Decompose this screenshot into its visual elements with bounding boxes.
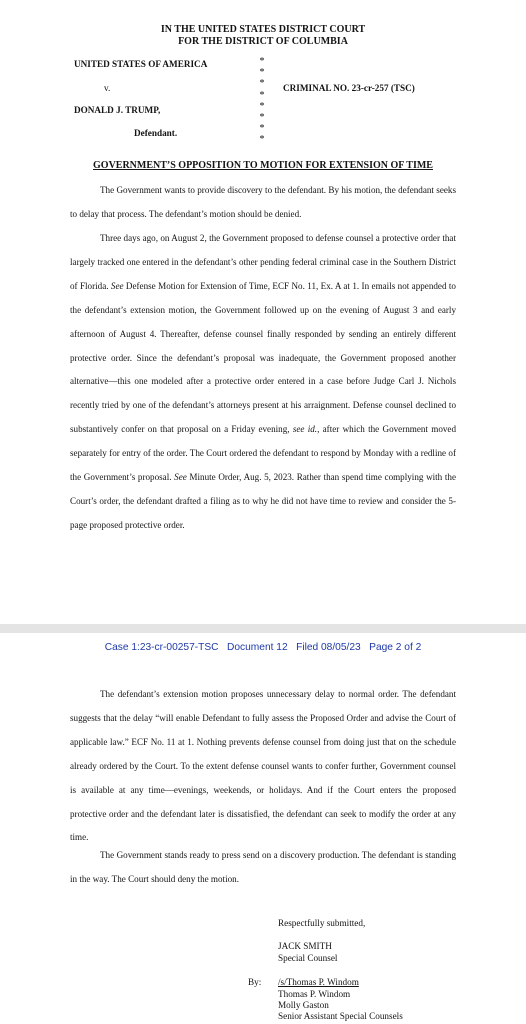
defendant-role: Defendant. bbox=[134, 128, 178, 138]
electronic-signature: /s/Thomas P. Windom bbox=[278, 977, 359, 987]
signer-title: Senior Assistant Special Counsels bbox=[278, 1011, 403, 1021]
signature-name: JACK SMITH bbox=[278, 941, 332, 951]
document-title: GOVERNMENT’S OPPOSITION TO MOTION FOR EXTENSION OF TIME bbox=[93, 160, 433, 171]
paragraph-argument: The defendant’s extension motion proposes unnecessary delay to normal order. The defendant suggests that the delay “will enable Defendant to fully assess the Proposed Order and advise the Court of applicable law.” ECF No. 11 at 1. Nothing prevents defense counsel from doing just that on the schedule already ordered by the Court. To the extent defense counsel wants to confer further, Government counsel is available at any time—evenings, weekends, or holidays. And if the Court enters the proposed protective order and the defendant later is dissatisfied, the defendant can seek to modify the order at any time. bbox=[70, 689, 456, 843]
paragraph-background: Three days ago, on August 2, the Government proposed to defense counsel a protective order that largely tracked one entered in the defendant’s other pending federal criminal case in the Southern District of Florida. See Defense Motion for Extension of Time, ECF No. 11, Ex. A at 1. In emails not appended to the defendant’s extension motion, the Government followed up on the evening of August 3 and early afternoon of August 4. Thereafter, defense counsel finally responded by sending an entirely different protective order. Since the defendant’s proposal was inadequate, the Government proposed another alternative—this one modeled after a protective order entered in a case before Judge Carl J. Nichols recently tried by one of the defendant’s attorneys present at his arraignment. Defense counsel declined to substantively confer on that proposal on a Friday evening, see id., after which the Government moved separately for entry of the order. The Court ordered the defendant to respond by Monday with a redline of the Government’s proposal. See Minute Order, Aug. 5, 2023. Rather than spend time complying with the Court’s order, the defendant drafted a filing as to why he did not have time to review and consider the 5-page proposed protective order. bbox=[70, 233, 457, 530]
versus-label: v. bbox=[104, 83, 111, 93]
signature-by-label: By: bbox=[248, 977, 262, 987]
paragraph-conclusion: The Government stands ready to press send on a discovery production. The defendant is standing in the way. The Court should deny the motion. bbox=[70, 850, 456, 884]
signer-1: Thomas P. Windom bbox=[278, 989, 351, 999]
court-name-line2: FOR THE DISTRICT OF COLUMBIA bbox=[178, 36, 348, 47]
defendant-name: DONALD J. TRUMP, bbox=[74, 105, 161, 115]
signature-closing: Respectfully submitted, bbox=[278, 918, 366, 928]
court-name-line1: IN THE UNITED STATES DISTRICT COURT bbox=[160, 24, 366, 35]
caption-separator: * * * * * * * * bbox=[259, 56, 265, 146]
signer-2: Molly Gaston bbox=[278, 1000, 329, 1010]
paragraph-intro: The Government wants to provide discovery to the defendant. By his motion, the defendant seeks to delay that process. The defendant’s motion should be denied. bbox=[70, 185, 456, 219]
signature-title: Special Counsel bbox=[278, 953, 338, 963]
ecf-header: Case 1:23-cr-00257-TSC Document 12 Filed 08/05/23 Page 2 of 2 bbox=[104, 642, 422, 653]
case-number: CRIMINAL NO. 23-cr-257 (TSC) bbox=[283, 83, 415, 93]
plaintiff-name: UNITED STATES OF AMERICA bbox=[74, 59, 208, 69]
